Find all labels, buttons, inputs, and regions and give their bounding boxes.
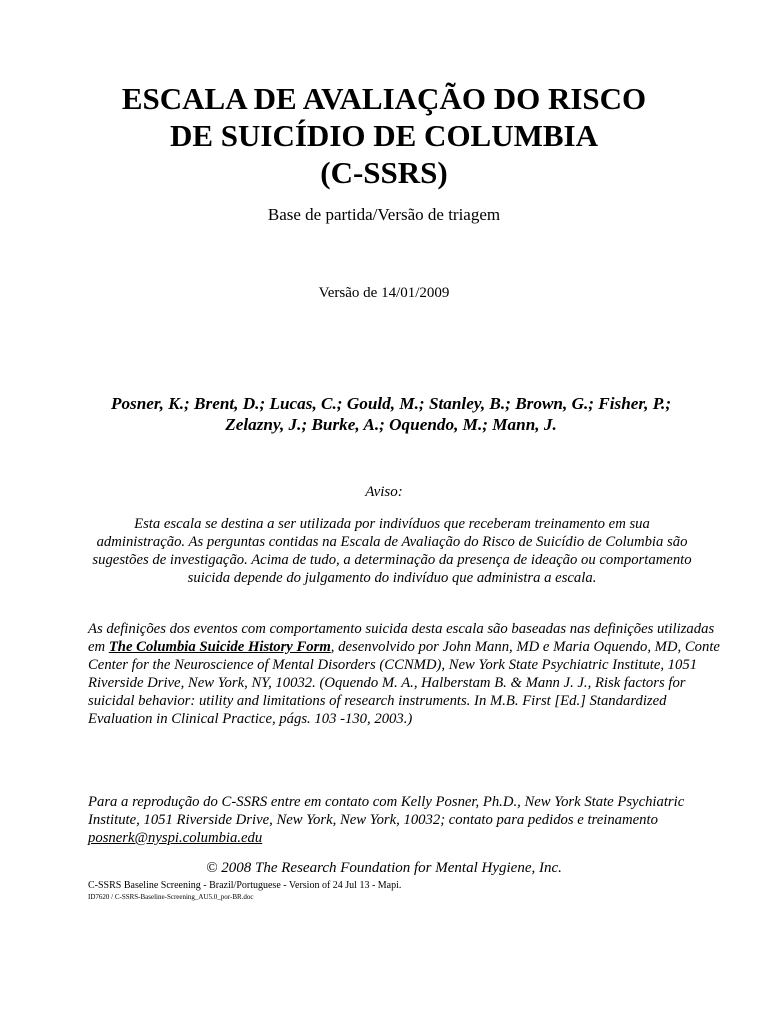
document-subtitle: Base de partida/Versão de triagem [267, 205, 501, 224]
title-line-2: DE SUICÍDIO DE COLUMBIA [169, 118, 599, 153]
footer-version-line: C-SSRS Baseline Screening - Brazil/Portuguese - Version of 24 Jul 13 - Mapi. [88, 880, 402, 891]
definitions-paragraph [88, 620, 728, 728]
title-line-3: (C-SSRS) [320, 155, 448, 190]
notice-heading: Aviso: [365, 484, 403, 500]
document-title [0, 80, 768, 191]
notice-body: Esta escala se destina a ser utilizada por indivíduos que receberam treinamento em sua administração. As perguntas contidas na Escala de Avaliação do Risco de Suicídio de Columbia são sugestões de investigação. Acima de tudo, a determinação da presença de ideação ou comportamento suicida depende do julgamento do indivíduo que administra a escala. [92, 516, 692, 586]
history-form-reference: The Columbia Suicide History Form [108, 639, 331, 655]
contact-email-link[interactable]: posnerk@nyspi.columbia.edu [88, 830, 263, 846]
version-date: Versão de 14/01/2009 [318, 285, 450, 301]
definitions-text-before: As definições dos eventos com comportamento suicida desta escala são baseadas nas definições utilizadas em [88, 621, 715, 655]
title-line-1: ESCALA DE AVALIAÇÃO DO RISCO [121, 81, 647, 116]
reproduction-paragraph [88, 793, 728, 847]
copyright-notice: © 2008 The Research Foundation for Mental Hygiene, Inc. [206, 860, 562, 876]
definitions-text-after: , desenvolvido por John Mann, MD e Maria Oquendo, MD, Conte Center for the Neuroscience of Mental Disorders (CCNMD), New York State Psychiatric Institute, 1051 Riverside Drive, New York, NY, 10032. (Oquendo M. A., Halberstam B. & Mann J. J., Risk factors for suicidal behavior: utility and limitations of research instruments. In M.B. First [Ed.] Standardized Evaluation in Clinical Practice, págs. 103 -130, 2003.) [88, 639, 720, 727]
reproduction-text: Para a reprodução do C-SSRS entre em contato com Kelly Posner, Ph.D., New York State Psychiatric Institute, 1051 Riverside Drive, New York, New York, 10032; contato para pedidos e treinamento [88, 794, 685, 828]
footer-file-id: ID7620 / C-SSRS-Baseline-Screening_AU5.0_por-BR.doc [88, 893, 254, 901]
authors-list: Posner, K.; Brent, D.; Lucas, C.; Gould, M.; Stanley, B.; Brown, G.; Fisher, P.; Zelazny, J.; Burke, A.; Oquendo, M.; Mann, J. [110, 394, 672, 434]
